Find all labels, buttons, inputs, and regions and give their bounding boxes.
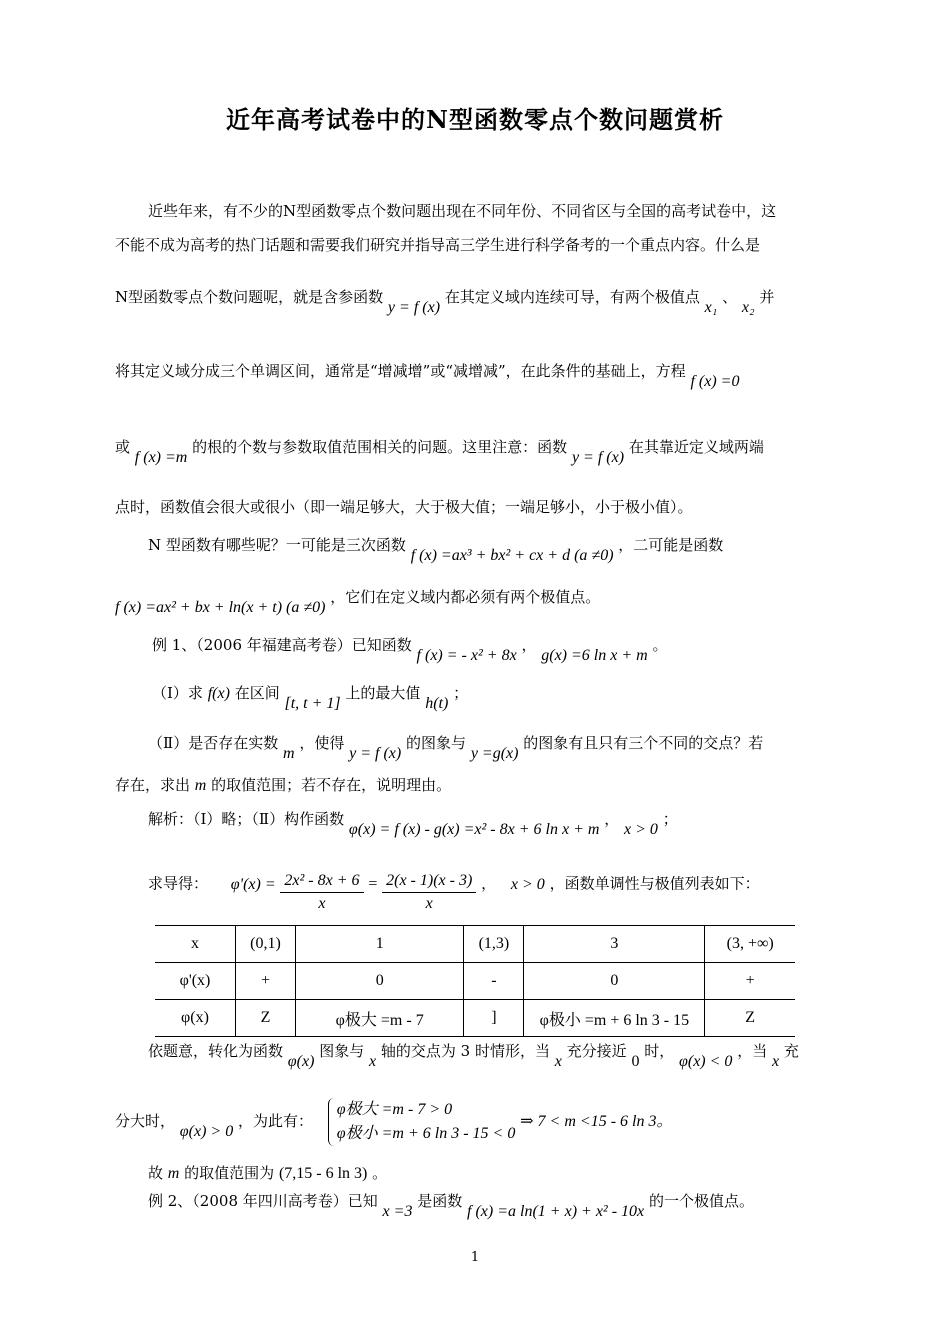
page-number: 1 [470, 1250, 480, 1265]
table-cell: 0 [295, 963, 464, 1000]
text: 依题意，转化为函数 [148, 1042, 284, 1060]
text: 并 [759, 288, 775, 306]
text: 例 2、（2008 年四川高考卷）已知 [148, 1192, 378, 1210]
fraction-1 [280, 870, 363, 915]
text: 在区间 [234, 684, 280, 702]
text: ，使得 [299, 734, 345, 752]
p1-line-6: 点时，函数值会很大或很小（即一端足够大，大于极大值；一端足够小，小于极小值）。 [115, 498, 693, 516]
formula-m-2: m [194, 777, 207, 794]
text: 在其定义域内连续可导，有两个极值点 [444, 288, 700, 306]
text: ，函数单调性与极值列表如下： [549, 874, 760, 893]
text: 或 [115, 438, 131, 456]
text: 。 [652, 636, 668, 654]
text: ， [521, 636, 537, 654]
table-cell: x [155, 926, 236, 963]
table-cell: 3 [524, 926, 705, 963]
table-row [155, 926, 795, 963]
formula-y-fx: y = f (x) [387, 299, 441, 316]
text: 上的最大值 [345, 684, 421, 702]
solution-line [148, 808, 873, 838]
p2-line-2 [115, 586, 840, 616]
text: ，它们在定义域内都必须有两个极值点。 [330, 588, 601, 606]
formula-conclusion: ⇒ 7 < m <15 - 6 ln 3。 [520, 1113, 673, 1130]
formula-zero: 0 [631, 1053, 640, 1070]
example-2-heading [148, 1190, 873, 1220]
p2-line-1 [148, 534, 873, 564]
table-cell: φ(x) [155, 1000, 236, 1037]
p1-line-1: 近些年来，有不少的N型函数零点个数问题出现在不同年份、不同省区与全国的高考试卷中，这 [148, 202, 777, 220]
text: ； [453, 684, 469, 702]
formula-phi-prime: φ'(x) = [230, 875, 276, 893]
p1-line-2: 不能不成为高考的热门话题和需要我们研究并指导高三学生进行科学备考的一个重点内容。什么是 [115, 236, 761, 254]
equals-sign: = [368, 875, 378, 893]
formula-ht: h(t) [425, 695, 449, 712]
fraction-1-denominator: x [318, 895, 326, 912]
formula-domain: x > 0 [624, 821, 658, 838]
formula-x-eq-3: x =3 [382, 1203, 413, 1220]
text: 求导得： [148, 874, 209, 893]
table-cell: (1,3) [464, 926, 524, 963]
analysis-line-1 [148, 1040, 873, 1070]
formula-phi-negative: φ(x) < 0 [679, 1053, 733, 1070]
fraction-1-numerator: 2x² - 8x + 6 [280, 870, 363, 893]
question-2-line-1 [148, 732, 873, 762]
page-title: 近年高考试卷中的N型函数零点个数问题赏析 [226, 105, 724, 134]
formula-cubic: f (x) =ax³ + bx² + cx + d (a ≠0) [410, 547, 614, 564]
table-cell: φ'(x) [155, 963, 236, 1000]
fraction-2-numerator: 2(x - 1)(x - 3) [382, 870, 476, 893]
table-cell: (3, +∞) [705, 926, 795, 963]
table-cell: Z [705, 1000, 795, 1037]
formula-log: f (x) =ax² + bx + ln(x + t) (a ≠0) [115, 599, 326, 616]
system-row-1: φ极大 =m - 7 > 0 [336, 1101, 453, 1118]
text: ， [481, 874, 497, 893]
text: 解析：（Ⅰ）略；（Ⅱ）构作函数 [148, 810, 345, 828]
text: 轴的交点为 3 时情形，当 [380, 1042, 550, 1060]
text: ， [604, 810, 620, 828]
p1-line-3 [115, 286, 840, 316]
text: 的根的个数与参数取值范围相关的问题。这里注意：函数 [192, 438, 568, 456]
formula-interval: [t, t + 1] [284, 695, 341, 712]
p1-line-5 [115, 436, 840, 466]
question-1 [152, 682, 877, 712]
text: 时， [644, 1042, 675, 1060]
table-cell: 0 [524, 963, 705, 1000]
formula-f-eq-0: f (x) =0 [690, 373, 740, 390]
formula-y-fx-3: y = f (x) [349, 745, 402, 762]
formula-m: m [282, 745, 295, 762]
analysis-line-2 [115, 1098, 840, 1146]
variation-table [155, 925, 795, 1037]
table-cell: + [705, 963, 795, 1000]
table-cell: (0,1) [236, 926, 296, 963]
formula-range: (7,15 - 6 ln 3) [278, 1165, 368, 1182]
text: 分大时， [115, 1112, 176, 1130]
table-cell: + [236, 963, 296, 1000]
text: 故 [148, 1164, 164, 1182]
table-cell: φ极小 =m + 6 ln 3 - 15 [524, 1000, 705, 1037]
text: 将其定义域分成三个单调区间，通常是“增减增”或“减增减”，在此条件的基础上，方程 [115, 362, 686, 380]
text: ，二可能是函数 [618, 536, 724, 554]
formula-x2: x₂ [741, 299, 755, 316]
text: ，当 [737, 1042, 768, 1060]
text: 例 1、（2006 年福建高考卷）已知函数 [152, 636, 412, 654]
formula-x1: x₁ [704, 299, 718, 316]
formula-g: g(x) =6 ln x + m [541, 647, 648, 664]
formula-y-gx: y =g(x) [470, 745, 519, 762]
table-cell: 1 [295, 926, 464, 963]
text: 充 [783, 1042, 799, 1060]
text: 、 [722, 288, 738, 306]
table-row [155, 1000, 795, 1037]
formula-phi: φ(x) = f (x) - g(x) =x² - 8x + 6 ln x + m [348, 821, 600, 838]
p1-line-4 [115, 360, 840, 390]
text: 在其靠近定义域两端 [628, 438, 764, 456]
formula-f-log: f (x) =a ln(1 + x) + x² - 10x [467, 1203, 645, 1220]
table-cell: ] [464, 1000, 524, 1037]
fraction-2 [382, 870, 476, 915]
text: ，为此有： [237, 1112, 313, 1130]
table-cell: φ极大 =m - 7 [295, 1000, 464, 1037]
inequality-system [328, 1098, 516, 1146]
text: ； [662, 810, 678, 828]
formula-f: f (x) = - x² + 8x [416, 647, 517, 664]
text: 。 [372, 1164, 388, 1182]
formula-domain-2: x > 0 [510, 875, 545, 893]
text: 存在，求出 [115, 776, 191, 794]
system-row-2: φ极小 =m + 6 ln 3 - 15 < 0 [336, 1125, 516, 1142]
text: 充分接近 [566, 1042, 627, 1060]
formula-phi-positive: φ(x) > 0 [179, 1123, 234, 1140]
text: 的取值范围；若不存在，说明理由。 [211, 776, 452, 794]
text: 的取值范围为 [184, 1164, 275, 1182]
text: N 型函数有哪些呢？一可能是三次函数 [148, 536, 406, 554]
formula-f-eq-m: f (x) =m [134, 449, 188, 466]
table-cell: Z [236, 1000, 296, 1037]
fraction-2-denominator: x [425, 895, 433, 912]
formula-m-3: m [167, 1165, 180, 1182]
table-row [155, 963, 795, 1000]
formula-fx: f(x) [207, 685, 230, 702]
formula-x: x [772, 1053, 780, 1070]
text: 的一个极值点。 [648, 1192, 754, 1210]
example-1-heading [152, 634, 877, 664]
text: （Ⅰ）求 [152, 684, 203, 702]
text: N型函数零点个数问题呢，就是含参函数 [115, 288, 384, 306]
formula-x: x [554, 1053, 562, 1070]
question-2-line-2 [115, 774, 840, 797]
formula-x: x [368, 1053, 377, 1070]
formula-phi-x: φ(x) [287, 1053, 315, 1070]
text: 的图象与 [406, 734, 467, 752]
table-cell: - [464, 963, 524, 1000]
text: 的图象有且只有三个不同的交点？若 [523, 734, 764, 752]
range-line [148, 1162, 873, 1185]
text: （Ⅱ）是否存在实数 [148, 734, 279, 752]
text: 是函数 [417, 1192, 463, 1210]
text: 图象与 [319, 1042, 365, 1060]
formula-y-fx-2: y = f (x) [571, 449, 625, 466]
derivative-line [148, 862, 873, 912]
